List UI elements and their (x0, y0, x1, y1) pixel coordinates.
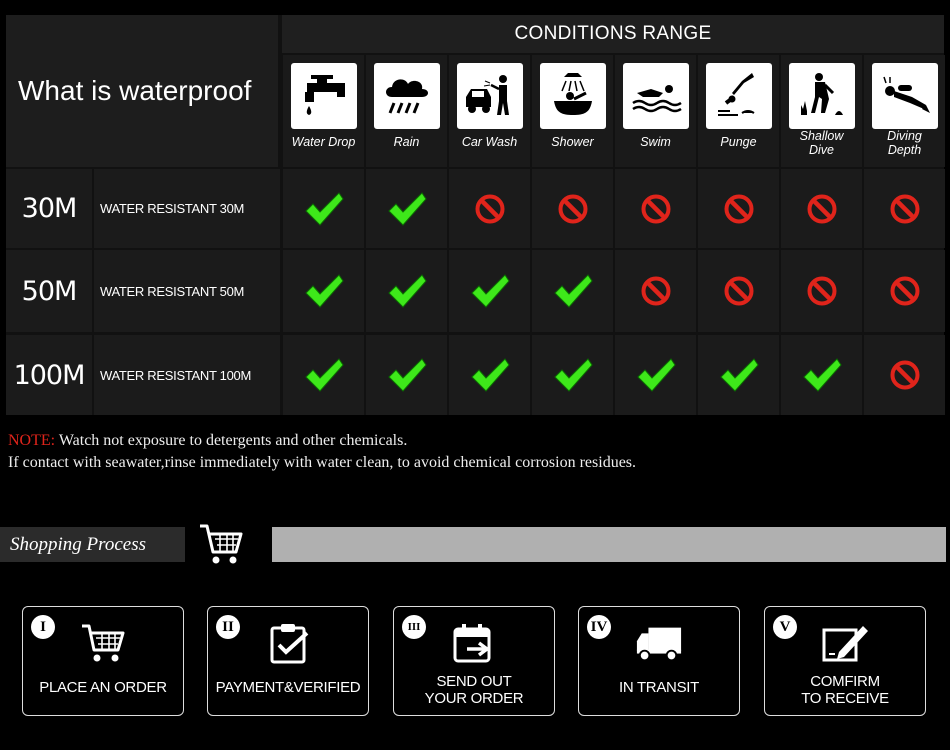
condition-label: Diving Depth (887, 129, 922, 157)
process-step (764, 606, 926, 716)
condition-label: Water Drop (291, 135, 356, 149)
step-label: COMFIRM TO RECEIVE (801, 673, 889, 707)
condition-header-cell (366, 55, 447, 167)
condition-label: Car Wash (461, 135, 518, 149)
cart-icon (79, 621, 127, 665)
process-step (578, 606, 740, 716)
check-icon (366, 335, 447, 415)
forbidden-icon (864, 335, 945, 415)
shopping-cart-icon (198, 522, 244, 566)
pen-sign-icon (821, 621, 869, 665)
process-step (22, 606, 184, 716)
table-title: What is waterproof (6, 15, 278, 167)
check-icon (449, 250, 530, 332)
check-icon (781, 335, 862, 415)
note-line-1: Watch not exposure to detergents and other chemicals. (55, 432, 408, 449)
resistance-label: WATER RESISTANT 50M (94, 250, 280, 332)
shallow-dive-icon (789, 63, 855, 129)
scuba-diver-icon (872, 63, 938, 129)
check-icon (283, 335, 364, 415)
condition-header-cell (532, 55, 613, 167)
truck-icon (635, 621, 683, 665)
forbidden-icon (449, 169, 530, 248)
conditions-range-header: CONDITIONS RANGE (282, 15, 944, 53)
forbidden-icon (615, 169, 696, 248)
condition-header-cell (615, 55, 696, 167)
condition-label: Rain (393, 135, 420, 149)
faucet-drop-icon (291, 63, 357, 129)
check-icon (366, 250, 447, 332)
rain-cloud-icon (374, 63, 440, 129)
check-icon (532, 335, 613, 415)
calendar-send-icon (450, 621, 498, 665)
condition-header-cell (781, 55, 862, 167)
forbidden-icon (698, 250, 779, 332)
check-icon (449, 335, 530, 415)
check-icon (532, 250, 613, 332)
condition-header-cell (449, 55, 530, 167)
shower-icon (540, 63, 606, 129)
depth-rating: 100M (6, 335, 92, 415)
depth-rating: 50M (6, 250, 92, 332)
diver-plunge-icon (706, 63, 772, 129)
depth-rating: 30M (6, 169, 92, 248)
condition-label: Swim (640, 135, 671, 149)
condition-label: Shower (551, 135, 594, 149)
resistance-label: WATER RESISTANT 30M (94, 169, 280, 248)
check-icon (283, 169, 364, 248)
check-icon (615, 335, 696, 415)
step-numeral: V (773, 615, 797, 639)
forbidden-icon (532, 169, 613, 248)
forbidden-icon (698, 169, 779, 248)
step-label: SEND OUT YOUR ORDER (424, 673, 524, 707)
car-wash-icon (457, 63, 523, 129)
step-numeral: IV (587, 615, 611, 639)
condition-label: Shallow Dive (799, 129, 844, 157)
step-label: PAYMENT&VERIFIED (215, 679, 361, 696)
process-step (393, 606, 555, 716)
step-numeral: II (216, 615, 240, 639)
forbidden-icon (781, 250, 862, 332)
forbidden-icon (615, 250, 696, 332)
condition-header-cell (698, 55, 779, 167)
step-label: IN TRANSIT (618, 679, 700, 696)
note-key: NOTE: (8, 432, 56, 449)
condition-header-cell (283, 55, 364, 167)
condition-label: Punge (720, 135, 757, 149)
note-line-2: If contact with seawater,rinse immediately with water clean, to avoid chemical corrosion residues. (8, 454, 637, 471)
forbidden-icon (864, 250, 945, 332)
check-icon (698, 335, 779, 415)
forbidden-icon (864, 169, 945, 248)
step-label: PLACE AN ORDER (39, 679, 167, 696)
forbidden-icon (781, 169, 862, 248)
clipboard-check-icon (264, 621, 312, 665)
care-note (8, 430, 938, 474)
step-numeral: III (402, 615, 426, 639)
swimmer-icon (623, 63, 689, 129)
check-icon (283, 250, 364, 332)
shopping-progress-bar (272, 527, 946, 562)
check-icon (366, 169, 447, 248)
resistance-label: WATER RESISTANT 100M (94, 335, 280, 415)
process-step (207, 606, 369, 716)
step-numeral: I (31, 615, 55, 639)
shopping-process-title: Shopping Process (0, 527, 185, 562)
condition-header-cell (864, 55, 945, 167)
